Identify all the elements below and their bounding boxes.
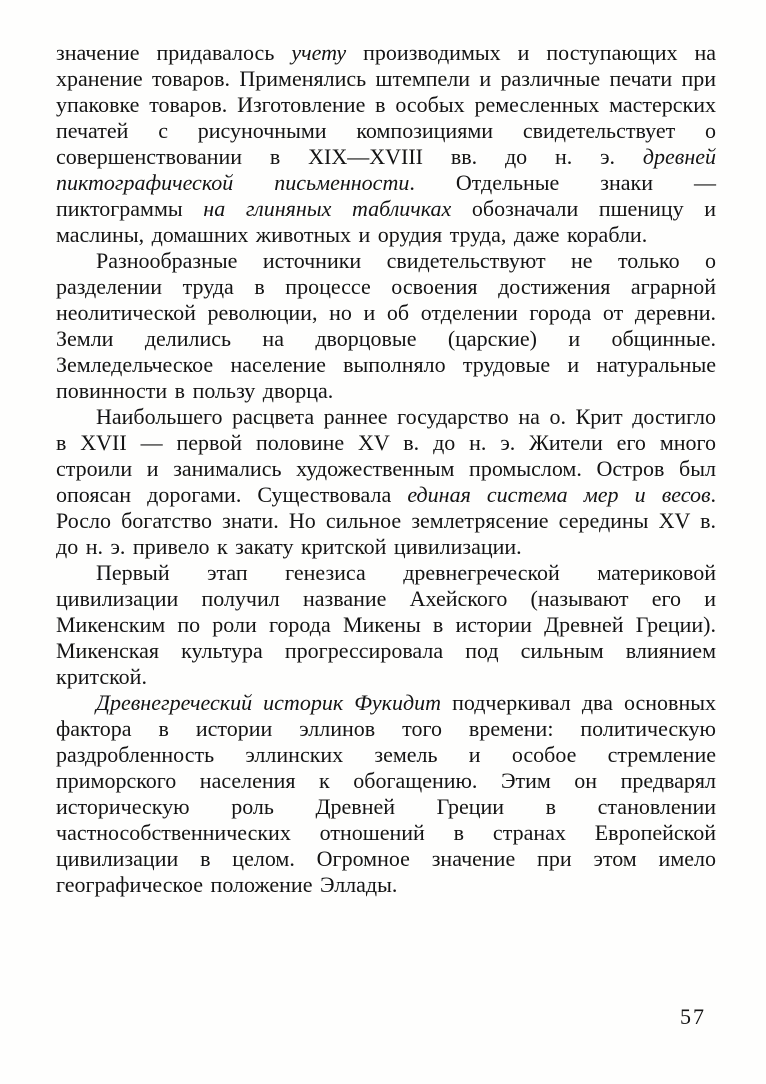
italic-text-run: Древнегреческий историк Фукидит: [96, 690, 441, 715]
paragraph: [56, 404, 716, 560]
paragraph: [56, 690, 716, 898]
page-number: 57: [680, 1004, 706, 1029]
italic-text-run: на глиняных табличках: [203, 196, 452, 221]
paragraph: [56, 560, 716, 690]
text-run: Первый этап генезиса древнегреческой материковой цивилизации получил название Ахейского (называют его и Микенским по роли города Микены в истории Древней Греции). Микенская культура прогрессировала под сильным влиянием критской.: [56, 560, 716, 689]
paragraph: [56, 40, 716, 248]
text-run: . Росло богатство знати. Но сильное землетрясение середины XV в. до н. э. привело к закату критской цивилизации.: [56, 482, 716, 559]
page-text: [56, 40, 716, 898]
text-run: значение придавалось: [56, 40, 292, 65]
italic-text-run: учету: [291, 40, 347, 65]
text-run: Наибольшего расцвета раннее государство на о. Крит достигло в XVII — первой половине XV в. до н. э. Жители его много строили и занимались художественным промыслом. Остров был опоясан дорогами. Существовала: [56, 404, 716, 507]
italic-text-run: единая система мер и весов: [407, 482, 711, 507]
text-run: Разнообразные источники свидетельствуют не только о разделении труда в процессе освоения достижения аграрной неолитической революции, но и об отделении города от деревни. Земли делились на дворцовые (царские) и общинные. Земледельческое население выполняло трудовые и натуральные повинности в пользу дворца.: [56, 248, 716, 403]
italic-text-run: древней пиктографической письменности: [56, 144, 716, 195]
text-run: обозначали пшеницу и маслины, домашних животных и орудия труда, даже корабли.: [56, 196, 716, 247]
text-run: подчеркивал два основных фактора в истории эллинов того времени: политическую раздробленность эллинских земель и особое стремление приморского населения к обогащению. Этим он предварял историческую роль Древней Греции в становлении частнособственнических отношений в странах Европейской цивилизации в целом. Огромное значение при этом имело географическое положение Эллады.: [56, 690, 716, 897]
text-run: . Отдельные знаки — пиктограммы: [56, 170, 716, 221]
text-run: производимых и поступающих на хранение товаров. Применялись штемпели и различные печати при упаковке товаров. Изготовление в особых ремесленных мастерских печатей с рисуночными композициями свидетельствует о совершенствовании в XIX—XVIII вв. до н. э.: [56, 40, 716, 169]
paragraph: [56, 248, 716, 404]
